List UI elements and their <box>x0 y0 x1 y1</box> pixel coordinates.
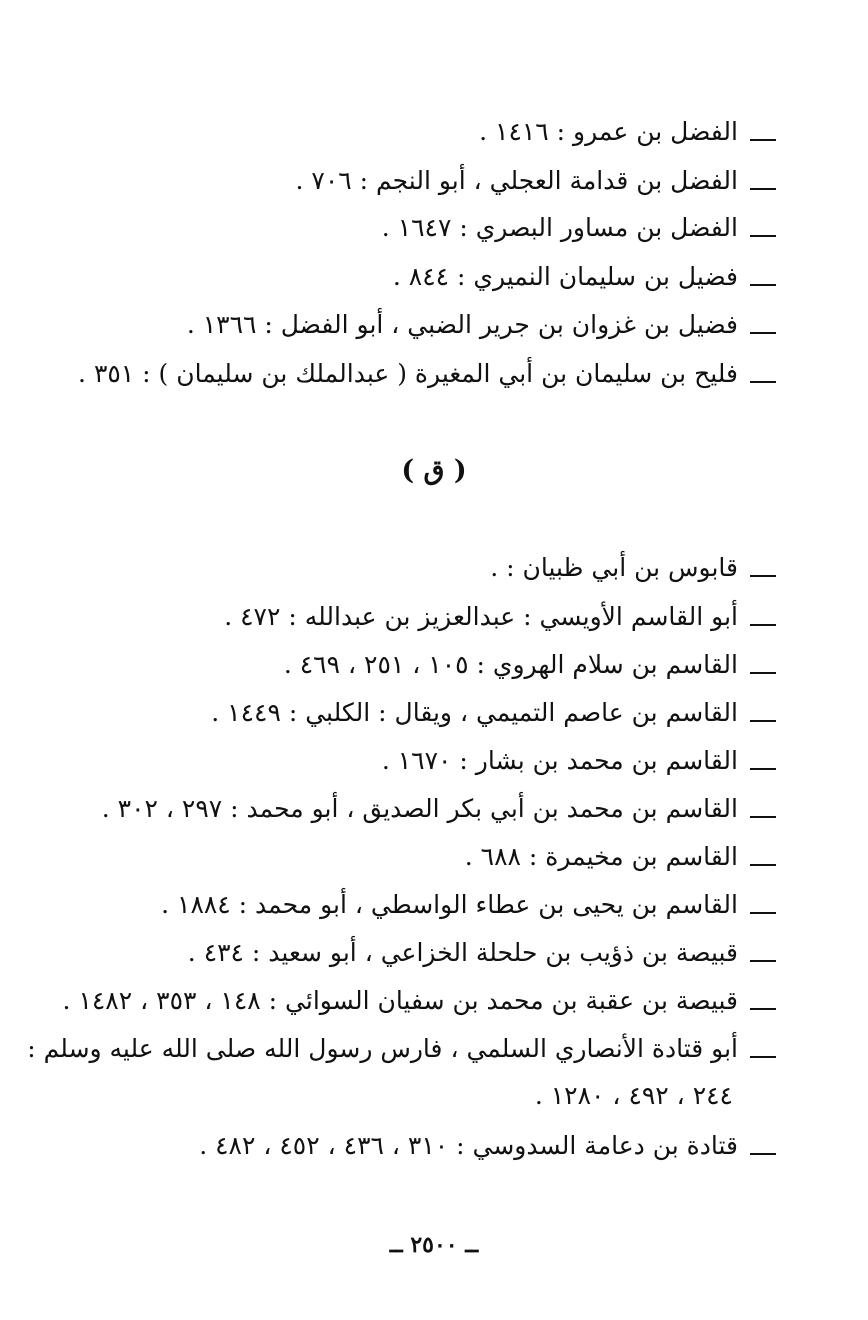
index-entry <box>63 983 776 1019</box>
index-entry <box>188 935 776 971</box>
entry-text: القاسم بن يحيى بن عطاء الواسطي ، أبو محمد : ١٨٨٤ . <box>161 890 738 919</box>
index-entry <box>465 839 776 875</box>
entry-text: أبو القاسم الأويسي : عبدالعزيز بن عبدالله : ٤٧٢ . <box>224 602 738 631</box>
index-entry <box>382 743 776 779</box>
page-number: ــ ٢٥٠٠ ــ <box>389 1232 479 1258</box>
entry-dash <box>750 1008 776 1010</box>
entry-dash <box>750 1153 776 1155</box>
entry-dash <box>750 235 776 237</box>
index-entry <box>199 1128 776 1164</box>
index-entry <box>296 163 776 199</box>
index-entry <box>382 210 776 246</box>
entry-text: قبيصة بن ذؤيب بن حلحلة الخزاعي ، أبو سعيد : ٤٣٤ . <box>187 938 738 967</box>
entry-dash <box>750 575 776 577</box>
index-entry <box>211 695 776 731</box>
index-entry <box>479 114 776 150</box>
entry-dash <box>750 768 776 770</box>
entry-dash <box>750 139 776 141</box>
entry-text: قبيصة بن عقبة بن محمد بن سفيان السوائي : ١٤٨ ، ٣٥٣ ، ١٤٨٢ . <box>62 986 738 1015</box>
entry-text-line1: أبو قتادة الأنصاري السلمي ، فارس رسول الله صلى الله عليه وسلم : <box>27 1034 738 1063</box>
entry-text: القاسم بن عاصم التميمي ، ويقال : الكلبي : ١٤٤٩ . <box>211 698 738 727</box>
entry-dash <box>750 672 776 674</box>
entry-text: قابوس بن أبي ظبيان : . <box>490 553 738 582</box>
entry-text: الفضل بن مساور البصري : ١٦٤٧ . <box>381 213 738 242</box>
index-entry <box>490 550 776 586</box>
entry-text: القاسم بن سلام الهروي : ١٠٥ ، ٢٥١ ، ٤٦٩ . <box>283 650 738 679</box>
index-entry <box>161 887 776 923</box>
entry-dash <box>750 816 776 818</box>
index-entry <box>102 791 776 827</box>
entry-text: القاسم بن محمد بن أبي بكر الصديق ، أبو محمد : ٢٩٧ ، ٣٠٢ . <box>101 794 738 823</box>
entry-text: فضيل بن غزوان بن جرير الضبي ، أبو الفضل : ١٣٦٦ . <box>186 310 738 339</box>
entry-text: فضيل بن سليمان النميري : ٨٤٤ . <box>392 262 738 291</box>
entry-text: الفضل بن قدامة العجلي ، أبو النجم : ٧٠٦ . <box>295 166 738 195</box>
entry-text: القاسم بن محمد بن بشار : ١٦٧٠ . <box>381 746 738 775</box>
entry-continuation: ٢٤٤ ، ٤٩٢ ، ١٢٨٠ . <box>534 1081 733 1110</box>
entry-dash <box>750 188 776 190</box>
index-entry-multiline <box>27 1031 776 1067</box>
entry-text: فليح بن سليمان بن أبي المغيرة ( عبدالملك بن سليمان ) : ٣٥١ . <box>78 359 738 388</box>
entry-text: القاسم بن مخيمرة : ٦٨٨ . <box>464 842 738 871</box>
entry-dash <box>750 1056 776 1058</box>
index-entry <box>224 599 776 635</box>
index-entry <box>78 356 776 392</box>
entry-dash <box>750 960 776 962</box>
entry-text: قتادة بن دعامة السدوسي : ٣١٠ ، ٤٣٦ ، ٤٥٢ ، ٤٨٢ . <box>199 1131 738 1160</box>
entry-dash <box>750 912 776 914</box>
entry-dash <box>750 284 776 286</box>
index-entry <box>187 307 776 343</box>
section-heading: ( ق ) <box>401 455 467 486</box>
entry-text: الفضل بن عمرو : ١٤١٦ . <box>479 117 738 146</box>
entry-dash <box>750 332 776 334</box>
entry-dash <box>750 720 776 722</box>
entry-dash <box>750 864 776 866</box>
entry-dash <box>750 624 776 626</box>
index-entry <box>393 259 776 295</box>
index-entry <box>284 647 776 683</box>
entry-dash <box>750 381 776 383</box>
